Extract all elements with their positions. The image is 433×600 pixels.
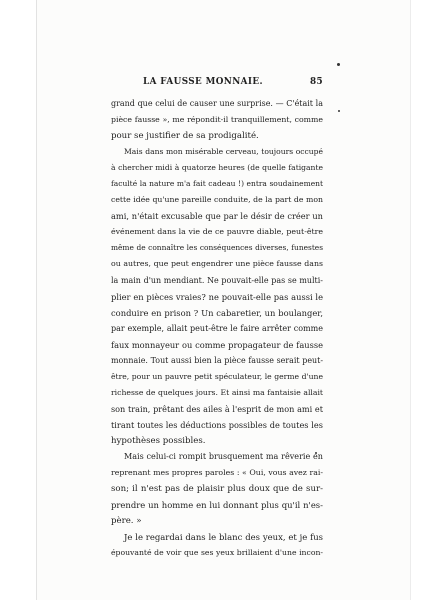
text-line: faux monnayeur ou comme propagateur de fausse	[111, 339, 323, 350]
text-line: Je le regardai dans le blanc des yeux, et je fus	[124, 532, 323, 543]
text-line: hypothèses possibles.	[111, 435, 206, 446]
text-line: richesse de quelques jours. Et ainsi ma fantaisie allait	[111, 387, 323, 397]
text-line: ou autres, que peut engendrer une pièce fausse dans	[111, 259, 323, 269]
text-line: pour se justifier de sa prodigalité.	[111, 131, 259, 142]
text-line: ami, n'était excusable que par le désir de créer un	[111, 211, 323, 222]
text-line: conduire en prison ? Un cabaretier, un boulanger,	[111, 307, 323, 318]
text-line: la main d'un mendiant. Ne pouvait-elle pas se multi-	[111, 275, 323, 285]
ink-speck	[338, 110, 340, 112]
text-line: faculté la nature m'a fait cadeau !) entra soudainement	[111, 179, 323, 189]
text-line: événement dans la vie de ce pauvre diable, peut-être	[111, 227, 323, 237]
text-line: par exemple, allait peut-être le faire arrêter comme	[111, 323, 323, 333]
text-line: monnaie. Tout aussi bien la pièce fausse serait peut-	[111, 355, 323, 365]
text-line: son; il n'est pas de plaisir plus doux que de sur-	[111, 484, 323, 495]
text-line: à chercher midi à quatorze heures (de quelle fatigante	[111, 163, 323, 173]
text-line: même de connaître les conséquences diverses, funestes	[111, 243, 323, 253]
text-line: plier en pièces vraies? ne pouvait-elle pas aussi le	[111, 291, 323, 302]
page-number: 85	[309, 77, 323, 87]
text-line: prendre un homme en lui donnant plus qu'il n'es-	[111, 500, 323, 511]
running-title: LA FAUSSE MONNAIE.	[143, 77, 263, 87]
text-line: pièce fausse », me répondit-il tranquillement, comme	[111, 115, 323, 125]
text-line: Mais celui-ci rompit brusquement ma rêverie en	[124, 452, 323, 462]
text-line: reprenant mes propres paroles : « Oui, vous avez rai-	[111, 468, 323, 478]
text-line: épouvanté de voir que ses yeux brillaient d'une incon-	[111, 548, 323, 558]
text-line: grand que celui de causer une surprise. — C'était la	[111, 99, 323, 108]
text-line: cette idée qu'une pareille conduite, de la part de mon	[111, 195, 323, 205]
body-text	[111, 96, 323, 561]
text-line: son train, prêtant des ailes à l'esprit de mon ami et	[111, 403, 323, 414]
text-line: être, pour un pauvre petit spéculateur, le germe d'une	[111, 371, 323, 381]
text-line: père. »	[111, 516, 142, 527]
running-header	[111, 77, 323, 91]
text-line: tirant toutes les déductions possibles de toutes les	[111, 419, 323, 430]
ink-speck	[337, 63, 340, 66]
text-line: Mais dans mon misérable cerveau, toujours occupé	[124, 147, 323, 157]
